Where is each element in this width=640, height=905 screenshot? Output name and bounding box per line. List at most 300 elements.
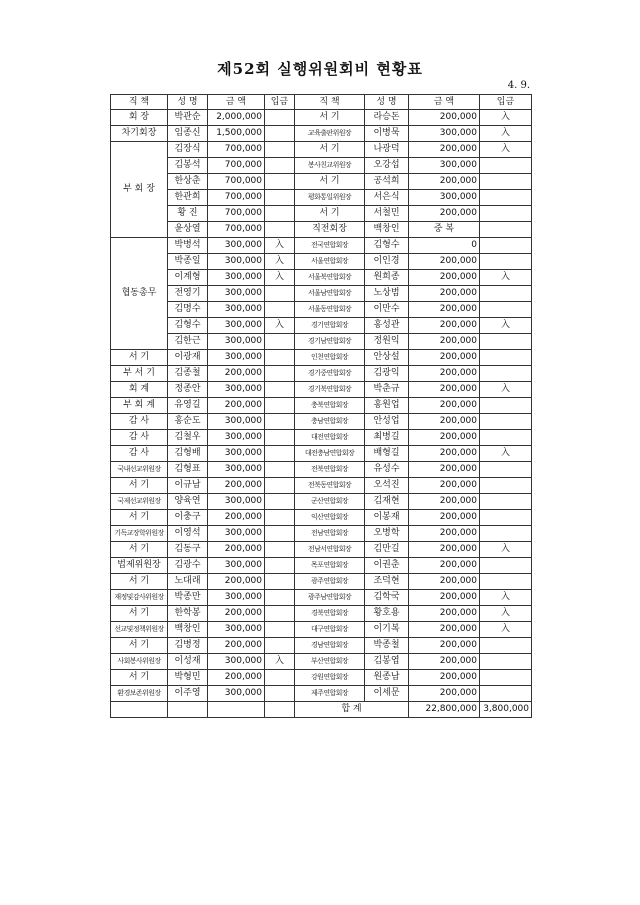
name-cell: 안상설 xyxy=(365,350,409,366)
paid-cell xyxy=(480,510,532,526)
paid-cell xyxy=(480,494,532,510)
paid-cell xyxy=(480,350,532,366)
name-cell: 전영기 xyxy=(168,286,208,302)
paid-cell xyxy=(480,478,532,494)
table-row xyxy=(111,654,532,670)
role-cell: 법제위원장 xyxy=(111,558,168,574)
table-row xyxy=(111,574,532,590)
name-cell: 공석희 xyxy=(365,174,409,190)
table-row xyxy=(111,446,532,462)
amount-cell: 200,000 xyxy=(409,286,480,302)
amount-cell: 300,000 xyxy=(208,654,265,670)
name-cell: 이계형 xyxy=(168,270,208,286)
role-cell: 광주남연합회장 xyxy=(295,590,365,606)
paid-cell xyxy=(480,174,532,190)
table-row xyxy=(111,670,532,686)
role-cell: 목포연합회장 xyxy=(295,558,365,574)
table-header-row xyxy=(111,95,532,110)
paid-cell xyxy=(265,686,295,702)
name-cell: 이성재 xyxy=(168,654,208,670)
amount-cell: 200,000 xyxy=(409,270,480,286)
amount-cell: 200,000 xyxy=(409,302,480,318)
name-cell: 박종만 xyxy=(168,590,208,606)
name-cell: 유성수 xyxy=(365,462,409,478)
role-cell: 충남연합회장 xyxy=(295,414,365,430)
role-cell: 대전충남연합회장 xyxy=(295,446,365,462)
name-cell: 노대래 xyxy=(168,574,208,590)
table-row xyxy=(111,190,532,206)
paid-cell xyxy=(265,430,295,446)
table-row xyxy=(111,558,532,574)
role-cell: 경북연합회장 xyxy=(295,606,365,622)
table-row xyxy=(111,430,532,446)
amount-cell: 300,000 xyxy=(208,334,265,350)
column-header: 성 명 xyxy=(168,95,208,110)
role-cell: 평화통일위원장 xyxy=(295,190,365,206)
name-cell: 라승돈 xyxy=(365,110,409,126)
paid-cell xyxy=(265,382,295,398)
column-header: 금 액 xyxy=(409,95,480,110)
table-row xyxy=(111,126,532,142)
name-cell: 이세문 xyxy=(365,686,409,702)
paid-cell xyxy=(265,398,295,414)
role-cell: 국제선교위원장 xyxy=(111,494,168,510)
role-cell: 회 계 xyxy=(111,382,168,398)
paid-cell xyxy=(265,670,295,686)
role-cell: 군산연합회장 xyxy=(295,494,365,510)
name-cell: 박종일 xyxy=(168,254,208,270)
amount-cell: 200,000 xyxy=(409,654,480,670)
amount-cell: 300,000 xyxy=(208,238,265,254)
table-row xyxy=(111,478,532,494)
name-cell: 김형수 xyxy=(365,238,409,254)
paid-cell xyxy=(480,414,532,430)
paid-cell: 入 xyxy=(265,238,295,254)
name-cell: 안성업 xyxy=(365,414,409,430)
table-row xyxy=(111,238,532,254)
paid-cell xyxy=(265,590,295,606)
role-cell: 전북동연합회장 xyxy=(295,478,365,494)
paid-cell xyxy=(480,670,532,686)
amount-cell: 200,000 xyxy=(208,542,265,558)
role-cell: 서울동연합회장 xyxy=(295,302,365,318)
amount-cell: 300,000 xyxy=(208,462,265,478)
paid-cell: 入 xyxy=(480,606,532,622)
paid-cell xyxy=(480,190,532,206)
role-cell: 대전연합회장 xyxy=(295,430,365,446)
amount-cell: 300,000 xyxy=(208,526,265,542)
amount-cell: 200,000 xyxy=(409,366,480,382)
amount-cell: 700,000 xyxy=(208,206,265,222)
table-row xyxy=(111,494,532,510)
total-label: 합 계 xyxy=(295,702,409,718)
name-cell: 김장식 xyxy=(168,142,208,158)
paid-cell xyxy=(265,574,295,590)
paid-cell xyxy=(480,254,532,270)
paid-cell xyxy=(480,334,532,350)
amount-cell: 300,000 xyxy=(208,558,265,574)
name-cell: 김종철 xyxy=(168,366,208,382)
amount-cell: 200,000 xyxy=(409,686,480,702)
role-cell: 부산연합회장 xyxy=(295,654,365,670)
table-row xyxy=(111,366,532,382)
role-cell: 부 서 기 xyxy=(111,366,168,382)
paid-cell xyxy=(265,526,295,542)
role-cell: 경기중연합회장 xyxy=(295,366,365,382)
amount-cell: 200,000 xyxy=(409,510,480,526)
table-row xyxy=(111,510,532,526)
amount-cell: 300,000 xyxy=(208,622,265,638)
paid-cell xyxy=(265,414,295,430)
column-header: 입금 xyxy=(480,95,532,110)
amount-cell: 200,000 xyxy=(208,478,265,494)
table-row xyxy=(111,622,532,638)
paid-cell xyxy=(265,142,295,158)
table-row xyxy=(111,110,532,126)
paid-cell xyxy=(480,686,532,702)
role-cell: 서 기 xyxy=(111,638,168,654)
amount-cell: 300,000 xyxy=(208,430,265,446)
role-cell: 서 기 xyxy=(111,574,168,590)
table-row xyxy=(111,222,532,238)
amount-cell: 200,000 xyxy=(208,398,265,414)
paid-cell xyxy=(480,158,532,174)
paid-cell xyxy=(265,206,295,222)
role-cell: 전북연합회장 xyxy=(295,462,365,478)
name-cell: 이권춘 xyxy=(365,558,409,574)
name-cell: 노상범 xyxy=(365,286,409,302)
role-cell: 봉사친교위원장 xyxy=(295,158,365,174)
paid-cell xyxy=(480,398,532,414)
amount-cell: 200,000 xyxy=(409,526,480,542)
paid-cell: 入 xyxy=(265,318,295,334)
paid-cell xyxy=(265,638,295,654)
role-cell: 서 기 xyxy=(111,542,168,558)
amount-cell: 200,000 xyxy=(208,670,265,686)
table-row xyxy=(111,382,532,398)
paid-cell xyxy=(265,446,295,462)
table-row xyxy=(111,302,532,318)
role-cell: 경기연합회장 xyxy=(295,318,365,334)
role-cell: 기독교장학위원장 xyxy=(111,526,168,542)
paid-cell: 入 xyxy=(480,542,532,558)
paid-cell xyxy=(265,110,295,126)
amount-cell: 200,000 xyxy=(208,638,265,654)
paid-cell: 入 xyxy=(480,110,532,126)
name-cell: 윤상열 xyxy=(168,222,208,238)
name-cell: 김형수 xyxy=(168,318,208,334)
amount-cell: 300,000 xyxy=(208,414,265,430)
role-cell: 서 기 xyxy=(295,142,365,158)
amount-cell: 200,000 xyxy=(409,462,480,478)
empty-cell xyxy=(111,702,168,718)
paid-cell xyxy=(265,494,295,510)
name-cell: 홍원업 xyxy=(365,398,409,414)
paid-cell xyxy=(265,558,295,574)
name-cell: 이영석 xyxy=(168,526,208,542)
name-cell: 서은식 xyxy=(365,190,409,206)
amount-cell: 700,000 xyxy=(208,158,265,174)
paid-cell: 入 xyxy=(480,142,532,158)
role-cell: 서 기 xyxy=(111,350,168,366)
name-cell: 김광수 xyxy=(168,558,208,574)
name-cell: 김명수 xyxy=(168,302,208,318)
name-cell: 황 진 xyxy=(168,206,208,222)
paid-cell xyxy=(265,126,295,142)
name-cell: 김동구 xyxy=(168,542,208,558)
paid-cell xyxy=(480,526,532,542)
name-cell: 김봉엽 xyxy=(365,654,409,670)
amount-cell: 300,000 xyxy=(409,158,480,174)
paid-cell xyxy=(265,190,295,206)
role-cell: 충북연합회장 xyxy=(295,398,365,414)
name-cell: 이주영 xyxy=(168,686,208,702)
amount-cell: 200,000 xyxy=(409,446,480,462)
role-cell: 부 회 장 xyxy=(111,142,168,238)
name-cell: 오강섭 xyxy=(365,158,409,174)
name-cell: 이충구 xyxy=(168,510,208,526)
paid-cell xyxy=(480,238,532,254)
empty-cell xyxy=(208,702,265,718)
paid-cell xyxy=(265,174,295,190)
name-cell: 최병길 xyxy=(365,430,409,446)
amount-cell: 1,500,000 xyxy=(208,126,265,142)
name-cell: 이봉재 xyxy=(365,510,409,526)
role-cell: 서울연합회장 xyxy=(295,254,365,270)
table-row xyxy=(111,270,532,286)
paid-cell: 入 xyxy=(480,446,532,462)
name-cell: 김학국 xyxy=(365,590,409,606)
fee-status-table xyxy=(110,94,532,718)
table-row xyxy=(111,334,532,350)
amount-cell: 300,000 xyxy=(208,270,265,286)
amount-cell: 중 복 xyxy=(409,222,480,238)
role-cell: 전남서연합회장 xyxy=(295,542,365,558)
paid-cell xyxy=(265,302,295,318)
amount-cell: 200,000 xyxy=(409,622,480,638)
name-cell: 배형길 xyxy=(365,446,409,462)
role-cell: 서 기 xyxy=(111,670,168,686)
name-cell: 김병정 xyxy=(168,638,208,654)
role-cell: 대구연합회장 xyxy=(295,622,365,638)
paid-cell xyxy=(480,286,532,302)
name-cell: 한상춘 xyxy=(168,174,208,190)
paid-cell xyxy=(265,510,295,526)
role-cell: 감 사 xyxy=(111,414,168,430)
paid-cell: 入 xyxy=(480,382,532,398)
paid-cell xyxy=(265,334,295,350)
document-date: 4. 9. xyxy=(507,80,530,91)
paid-cell xyxy=(480,206,532,222)
paid-cell: 入 xyxy=(480,622,532,638)
amount-cell: 300,000 xyxy=(208,302,265,318)
paid-cell xyxy=(265,478,295,494)
paid-cell xyxy=(265,366,295,382)
role-cell: 경남연합회장 xyxy=(295,638,365,654)
amount-cell: 200,000 xyxy=(409,590,480,606)
paid-cell xyxy=(265,158,295,174)
table-row xyxy=(111,542,532,558)
name-cell: 나광덕 xyxy=(365,142,409,158)
amount-cell: 200,000 xyxy=(409,318,480,334)
table-row xyxy=(111,638,532,654)
role-cell: 국내선교위원장 xyxy=(111,462,168,478)
role-cell: 직전회장 xyxy=(295,222,365,238)
name-cell: 조덕현 xyxy=(365,574,409,590)
amount-cell: 300,000 xyxy=(208,382,265,398)
name-cell: 김만길 xyxy=(365,542,409,558)
name-cell: 박춘규 xyxy=(365,382,409,398)
role-cell: 제주연합회장 xyxy=(295,686,365,702)
table-row xyxy=(111,414,532,430)
amount-cell: 300,000 xyxy=(208,446,265,462)
table-row xyxy=(111,606,532,622)
amount-cell: 200,000 xyxy=(409,574,480,590)
name-cell: 오석진 xyxy=(365,478,409,494)
amount-cell: 300,000 xyxy=(409,190,480,206)
amount-cell: 300,000 xyxy=(208,590,265,606)
role-cell: 전국연합회장 xyxy=(295,238,365,254)
amount-cell: 300,000 xyxy=(208,350,265,366)
table-row xyxy=(111,350,532,366)
paid-cell xyxy=(265,462,295,478)
role-cell: 회 장 xyxy=(111,110,168,126)
name-cell: 오병학 xyxy=(365,526,409,542)
amount-cell: 300,000 xyxy=(208,254,265,270)
table-row xyxy=(111,286,532,302)
amount-cell: 300,000 xyxy=(409,126,480,142)
column-header: 입금 xyxy=(265,95,295,110)
amount-cell: 300,000 xyxy=(208,318,265,334)
paid-cell xyxy=(480,302,532,318)
paid-cell xyxy=(265,350,295,366)
table-row xyxy=(111,398,532,414)
amount-cell: 300,000 xyxy=(208,286,265,302)
name-cell: 유영길 xyxy=(168,398,208,414)
document-title: 제52회 실행위원회비 현황표 xyxy=(217,60,423,78)
role-cell: 서 기 xyxy=(295,174,365,190)
role-cell: 감 사 xyxy=(111,430,168,446)
name-cell: 홍순도 xyxy=(168,414,208,430)
amount-cell: 200,000 xyxy=(409,494,480,510)
paid-cell xyxy=(480,574,532,590)
name-cell: 김형배 xyxy=(168,446,208,462)
paid-cell: 入 xyxy=(480,126,532,142)
name-cell: 김봉석 xyxy=(168,158,208,174)
column-header: 성 명 xyxy=(365,95,409,110)
paid-cell xyxy=(480,654,532,670)
name-cell: 박관순 xyxy=(168,110,208,126)
name-cell: 한학봉 xyxy=(168,606,208,622)
paid-cell xyxy=(480,558,532,574)
amount-cell: 200,000 xyxy=(409,542,480,558)
paid-cell xyxy=(480,462,532,478)
amount-cell: 200,000 xyxy=(208,366,265,382)
amount-cell: 200,000 xyxy=(409,638,480,654)
role-cell: 전남연합회장 xyxy=(295,526,365,542)
amount-cell: 200,000 xyxy=(409,174,480,190)
paid-cell xyxy=(265,542,295,558)
paid-cell: 入 xyxy=(480,590,532,606)
role-cell: 서 기 xyxy=(295,110,365,126)
name-cell: 정원익 xyxy=(365,334,409,350)
role-cell: 익산연합회장 xyxy=(295,510,365,526)
name-cell: 김재현 xyxy=(365,494,409,510)
total-row xyxy=(111,702,532,718)
table-row xyxy=(111,174,532,190)
empty-cell xyxy=(265,702,295,718)
paid-cell xyxy=(480,222,532,238)
amount-cell: 300,000 xyxy=(208,494,265,510)
amount-cell: 200,000 xyxy=(409,142,480,158)
role-cell: 경기남연합회장 xyxy=(295,334,365,350)
name-cell: 서철민 xyxy=(365,206,409,222)
amount-cell: 200,000 xyxy=(208,606,265,622)
table-row xyxy=(111,254,532,270)
amount-cell: 200,000 xyxy=(409,382,480,398)
amount-cell: 200,000 xyxy=(409,558,480,574)
role-cell: 경기북연합회장 xyxy=(295,382,365,398)
amount-cell: 700,000 xyxy=(208,222,265,238)
name-cell: 김철우 xyxy=(168,430,208,446)
role-cell: 인천연합회장 xyxy=(295,350,365,366)
amount-cell: 200,000 xyxy=(409,110,480,126)
paid-cell: 入 xyxy=(265,270,295,286)
table-row xyxy=(111,686,532,702)
role-cell: 강원연합회장 xyxy=(295,670,365,686)
role-cell: 서 기 xyxy=(111,510,168,526)
amount-cell: 200,000 xyxy=(409,350,480,366)
name-cell: 박형민 xyxy=(168,670,208,686)
role-cell: 선교및정책위원장 xyxy=(111,622,168,638)
name-cell: 이규남 xyxy=(168,478,208,494)
name-cell: 백창인 xyxy=(168,622,208,638)
paid-cell xyxy=(265,222,295,238)
role-cell: 환경보존위원장 xyxy=(111,686,168,702)
total-paid: 3,800,000 xyxy=(480,702,532,718)
role-cell: 서울남연합회장 xyxy=(295,286,365,302)
paid-cell: 入 xyxy=(480,318,532,334)
amount-cell: 200,000 xyxy=(409,478,480,494)
amount-cell: 200,000 xyxy=(409,606,480,622)
amount-cell: 300,000 xyxy=(208,686,265,702)
name-cell: 김형표 xyxy=(168,462,208,478)
column-header: 직 책 xyxy=(111,95,168,110)
role-cell: 사회봉사위원장 xyxy=(111,654,168,670)
amount-cell: 200,000 xyxy=(409,206,480,222)
name-cell: 원종남 xyxy=(365,670,409,686)
name-cell: 양육연 xyxy=(168,494,208,510)
name-cell: 황호용 xyxy=(365,606,409,622)
table-row xyxy=(111,158,532,174)
name-cell: 원희종 xyxy=(365,270,409,286)
role-cell: 서 기 xyxy=(111,606,168,622)
paid-cell: 入 xyxy=(480,270,532,286)
amount-cell: 200,000 xyxy=(409,414,480,430)
role-cell: 광주연합회장 xyxy=(295,574,365,590)
name-cell: 이만수 xyxy=(365,302,409,318)
table-row xyxy=(111,526,532,542)
name-cell: 정종안 xyxy=(168,382,208,398)
paid-cell xyxy=(480,366,532,382)
name-cell: 홍성관 xyxy=(365,318,409,334)
name-cell: 한관희 xyxy=(168,190,208,206)
role-cell: 부 회 계 xyxy=(111,398,168,414)
table-row xyxy=(111,142,532,158)
name-cell: 이인경 xyxy=(365,254,409,270)
amount-cell: 2,000,000 xyxy=(208,110,265,126)
name-cell: 김한근 xyxy=(168,334,208,350)
